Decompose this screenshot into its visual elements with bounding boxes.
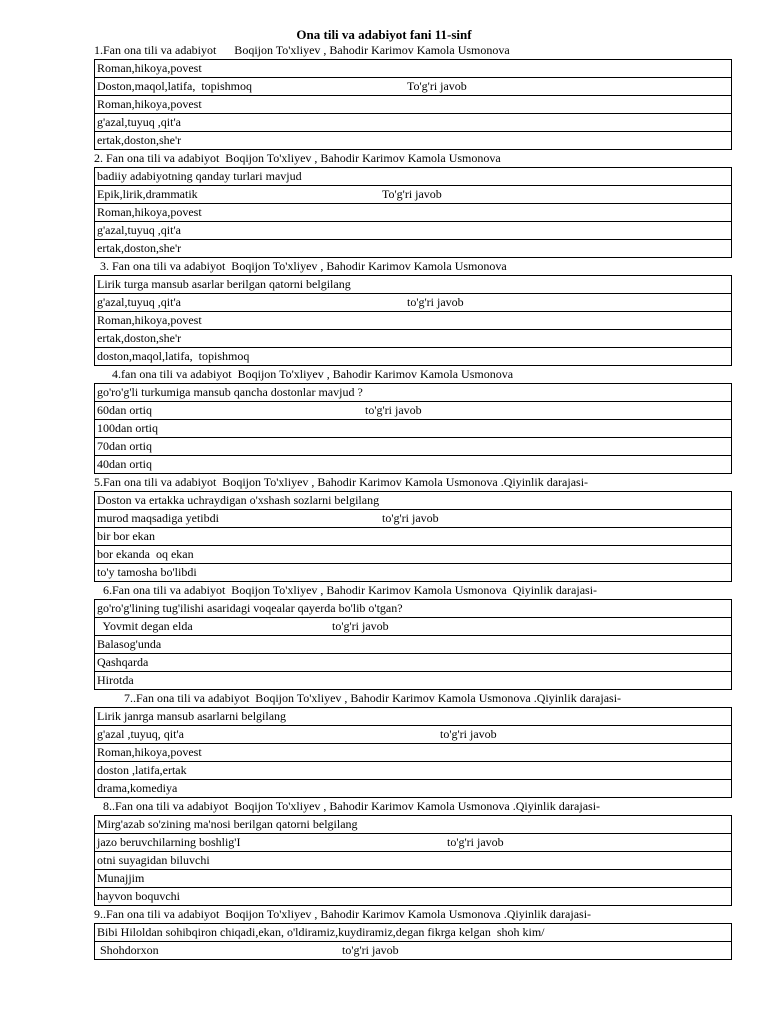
correct-answer-label: To'g'ri javob [382,187,442,201]
option-row [95,618,731,636]
option-text: Yovmit degan elda [97,619,193,633]
question-table [94,383,732,474]
option-text: Roman,hikoya,povest [97,97,202,111]
correct-answer-label: to'g'ri javob [407,295,464,309]
option-text: Shohdorxon [97,943,159,957]
document-title: Ona tili va adabiyot fani 11-sinf [296,27,472,42]
question-table [94,491,732,582]
question-header: 8..Fan ona tili va adabiyot Boqijon To'xliyev , Bahodir Karimov Kamola Usmonova .Qiyinlik darajasi- [94,799,601,813]
correct-answer-label: to'g'ri javob [382,511,439,525]
option-row [95,294,731,312]
option-row [95,852,731,870]
option-text: doston ,latifa,ertak [97,763,187,777]
option-row [95,744,731,762]
question-table [94,815,732,906]
option-row [95,780,731,797]
option-row [95,672,731,689]
option-row [95,78,731,96]
option-row [95,888,731,905]
option-row [95,186,731,204]
option-text: doston,maqol,latifa, topishmoq [97,349,250,363]
option-row [95,132,731,149]
option-row [95,330,731,348]
question-header: 4.fan ona tili va adabiyot Boqijon To'xliyev , Bahodir Karimov Kamola Usmonova [94,367,514,381]
option-text: Bibi Hiloldan sohibqiron chiqadi,ekan, o'ldiramiz,kuydiramiz,degan fikrga kelgan shoh kim/ [97,925,545,939]
option-row [95,96,731,114]
question-text-row [95,384,731,402]
question-table [94,923,732,960]
option-text: otni suyagidan biluvchi [97,853,210,867]
option-text: ertak,doston,she'r [97,241,182,255]
question-text-row [95,492,731,510]
option-text: go'ro'g'li turkumiga mansub qancha dostonlar mavjud ? [97,385,363,399]
option-text: jazo beruvchilarning boshlig'I [97,835,241,849]
option-text: Roman,hikoya,povest [97,313,202,327]
option-text: go'ro'g'lining tug'ilishi asaridagi voqealar qayerda bo'lib o'tgan? [97,601,403,615]
option-text: drama,komediya [97,781,178,795]
option-row [95,204,731,222]
option-row [95,528,731,546]
option-text: Qashqarda [97,655,149,669]
option-row [95,60,731,78]
option-row [95,942,731,959]
correct-answer-label: To'g'ri javob [407,79,467,93]
question-table [94,59,732,150]
option-text: bir bor ekan [97,529,155,543]
question-table [94,167,732,258]
option-text: to'y tamosha bo'libdi [97,565,197,579]
option-text: Balasog'unda [97,637,162,651]
option-text: Mirg'azab so'zining ma'nosi berilgan qatorni belgilang [97,817,358,831]
option-row [95,762,731,780]
option-row [95,312,731,330]
question-header: 2. Fan ona tili va adabiyot Boqijon To'xliyev , Bahodir Karimov Kamola Usmonova [94,151,501,165]
question-table [94,275,732,366]
option-row [95,222,731,240]
option-text: g'azal ,tuyuq, qit'a [97,727,184,741]
option-row [95,348,731,365]
option-text: Lirik turga mansub asarlar berilgan qatorni belgilang [97,277,351,291]
correct-answer-label: to'g'ri javob [342,943,399,957]
option-text: hayvon boquvchi [97,889,180,903]
option-text: g'azal,tuyuq ,qit'a [97,295,181,309]
question-header: 7..Fan ona tili va adabiyot Boqijon To'xliyev , Bahodir Karimov Kamola Usmonova .Qiyinlik darajasi- [94,691,622,705]
option-row [95,510,731,528]
option-text: 100dan ortiq [97,421,158,435]
question-list [94,42,732,960]
option-row [95,834,731,852]
option-text: g'azal,tuyuq ,qit'a [97,223,181,237]
question-text-row [95,276,731,294]
option-text: ertak,doston,she'r [97,331,182,345]
question-text-row [95,816,731,834]
question-header: 3. Fan ona tili va adabiyot Boqijon To'xliyev , Bahodir Karimov Kamola Usmonova [94,259,507,273]
option-text: Epik,lirik,drammatik [97,187,198,201]
option-text: 60dan ortiq [97,403,152,417]
option-text: Roman,hikoya,povest [97,61,202,75]
option-text: badiiy adabiyotning qanday turlari mavjud [97,169,302,183]
option-text: bor ekanda oq ekan [97,547,194,561]
option-text: g'azal,tuyuq ,qit'a [97,115,181,129]
option-row [95,402,731,420]
option-text: Doston,maqol,latifa, topishmoq [97,79,252,93]
option-row [95,654,731,672]
option-text: ertak,doston,she'r [97,133,182,147]
question-text-row [95,600,731,618]
option-row [95,924,731,942]
option-row [95,546,731,564]
option-row [95,636,731,654]
correct-answer-label: to'g'ri javob [332,619,389,633]
question-header: 5.Fan ona tili va adabiyot Boqijon To'xliyev , Bahodir Karimov Kamola Usmonova .Qiyinlik darajasi- [94,475,589,489]
option-row [95,438,731,456]
option-text: Doston va ertakka uchraydigan o'xshash sozlarni belgilang [97,493,380,507]
option-text: murod maqsadiga yetibdi [97,511,219,525]
option-row [95,870,731,888]
option-text: 70dan ortiq [97,439,152,453]
question-header: 9..Fan ona tili va adabiyot Boqijon To'xliyev , Bahodir Karimov Kamola Usmonova .Qiyinlik darajasi- [94,907,592,921]
correct-answer-label: to'g'ri javob [447,835,504,849]
option-row [95,564,731,581]
option-row [95,114,731,132]
question-text-row [95,708,731,726]
correct-answer-label: to'g'ri javob [440,727,497,741]
option-text: Lirik janrga mansub asarlarni belgilang [97,709,287,723]
option-row [95,726,731,744]
option-row [95,420,731,438]
option-row [95,456,731,473]
question-header: 6.Fan ona tili va adabiyot Boqijon To'xliyev , Bahodir Karimov Kamola Usmonova Qiyinlik darajasi- [94,583,598,597]
question-text-row [95,168,731,186]
question-table [94,707,732,798]
question-table [94,599,732,690]
option-text: Hirotda [97,673,134,687]
option-text: 40dan ortiq [97,457,152,471]
question-header: 1.Fan ona tili va adabiyot Boqijon To'xliyev , Bahodir Karimov Kamola Usmonova [94,43,510,57]
option-row [95,240,731,257]
correct-answer-label: to'g'ri javob [365,403,422,417]
option-text: Munajjim [97,871,145,885]
option-text: Roman,hikoya,povest [97,745,202,759]
option-text: Roman,hikoya,povest [97,205,202,219]
